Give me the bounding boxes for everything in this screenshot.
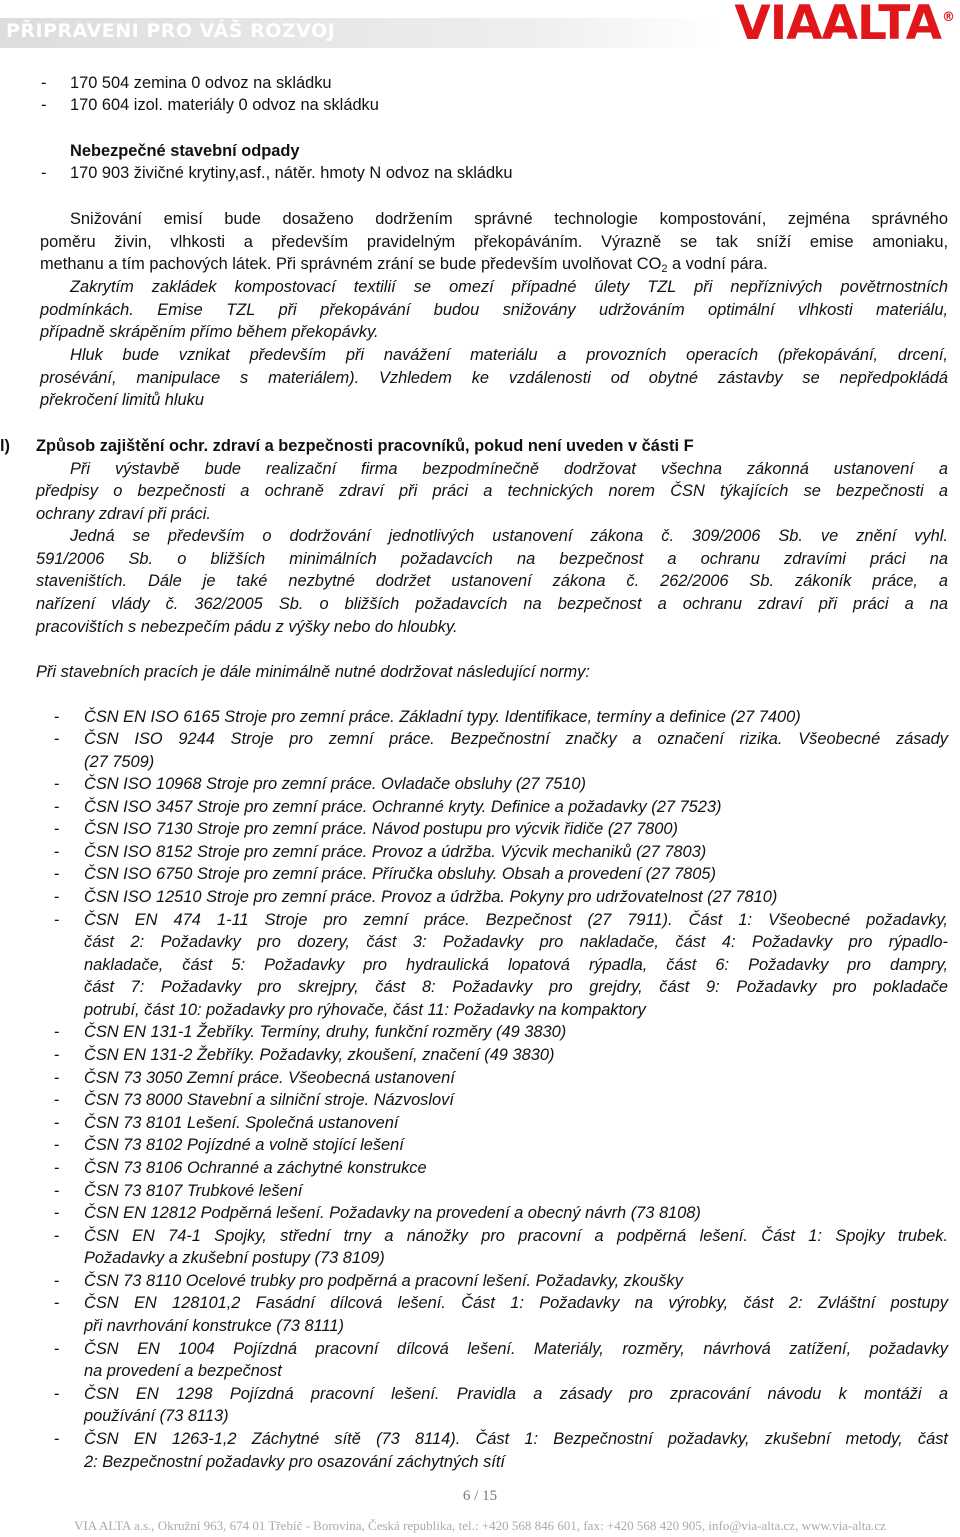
section-title: Způsob zajištění ochr. zdraví a bezpečnosti pracovníků, pokud není uveden v části F [36,437,694,455]
noise-line: Hluk bude vznikat především při navážení materiálu a provozních operacích (překopávání, drcení, [70,346,948,364]
section-line: nařízení vlády č. 362/2005 Sb. o bližších požadavcích na bezpečnost a ochranu zdraví při práci a na [36,595,948,613]
norm-item: ČSN ISO 6750 Stroje pro zemní práce. Příručka obsluhy. Obsah a provedení (27 7805) [84,865,716,883]
norm-item-cont: část 7: Požadavky pro skrejpry, část 8: Požadavky pro grejdry, část 9: Požadavky pro pokladače [84,978,948,996]
norm-item: ČSN ISO 9244 Stroje pro zemní práce. Bezpečnostní značky a označení rizika. Všeobecné zásady [84,730,948,748]
norm-item: ČSN EN 131-2 Žebříky. Požadavky, zkoušení, značení (49 3830) [84,1046,555,1064]
norm-item-cont: 2: Bezpečnostní požadavky pro osazování záchytných sítí [84,1453,505,1471]
norm-item: ČSN EN 474 1-11 Stroje pro zemní práce. Bezpečnost (27 7911). Část 1: Všeobecné požadavky, [84,911,948,929]
hazardous-waste-title: Nebezpečné stavební odpady [70,142,300,160]
section-marker: l) [0,437,11,455]
norm-item: ČSN EN 1004 Pojízdná pracovní dílcová lešení. Materiály, rozměry, návrhová zatížení, požadavky [84,1340,948,1358]
norm-item: ČSN EN 1298 Pojízdná pracovní lešení. Pravidla a zásady pro zpracování návodu k montáži a [84,1385,948,1403]
emissions-italic-line: Zakrytím zakládek kompostovací textilií se omezí případné úlety TZL při nepříznivých povětrnostních [70,278,948,296]
norm-item: ČSN EN 131-1 Žebříky. Termíny, druhy, funkční rozměry (49 3830) [84,1023,567,1041]
norm-item-cont: používání (73 8113) [84,1407,229,1425]
emissions-line: Snižování emisí bude dosaženo dodržením správné technologie kompostování, zejména správného [70,210,948,228]
norm-item-cont: nakladače, část 5: Požadavky pro hydraulická lopatová rýpadla, část 6: Požadavky pro dampry, [84,956,948,974]
page-number: 6 / 15 [462,1488,498,1504]
norm-item: ČSN 73 3050 Zemní práce. Všeobecná ustanovení [84,1069,455,1087]
waste-item: 170 504 zemina 0 odvoz na skládku [70,74,332,92]
norm-item: ČSN EN 1263-1,2 Záchytné sítě (73 8114). Část 1: Bezpečnostní požadavky, zkušební metody, část [84,1430,948,1448]
emissions-italic-line: případně skrápěním přímo během překopávky. [40,323,379,341]
norm-item-cont: na provedení a bezpečnost [84,1362,282,1380]
norm-item-cont: část 2: Požadavky pro dozery, část 3: Požadavky pro nakladače, část 4: Požadavky pro rýpadlo- [84,933,948,951]
noise-line: překročení limitů hluku [40,391,204,409]
norm-item: ČSN ISO 3457 Stroje pro zemní práce. Ochranné kryty. Definice a požadavky (27 7523) [84,798,722,816]
norm-item: ČSN EN ISO 6165 Stroje pro zemní práce. Základní typy. Identifikace, termíny a definice (27 7400) [84,708,801,726]
norm-item: ČSN ISO 8152 Stroje pro zemní práce. Provoz a údržba. Výcvik mechaniků (27 7803) [84,843,707,861]
section-line: Při výstavbě bude realizační firma bezpodmínečně dodržovat všechna zákonná ustanovení a [70,460,948,478]
noise-line: prosévání, manipulace s materiálem). Vzhledem ke vzdálenosti od obytné zástavby se nepředpokládá [40,369,948,387]
norm-item-cont: potrubí, část 10: požadavky pro rýhovače, část 11: Požadavky na kompaktory [84,1001,646,1019]
emissions-italic-line: podmínkách. Emise TZL při překopávání budou snižovány udržováním optimální vlhkosti materiálu, [40,301,948,319]
norm-item: ČSN ISO 12510 Stroje pro zemní práce. Provoz a údržba. Pokyny pro udržovatelnost (27 7810) [84,888,778,906]
norm-item: ČSN 73 8110 Ocelové trubky pro podpěrná a pracovní lešení. Požadavky, zkoušky [84,1272,683,1290]
section-line: 591/2006 Sb. o bližších minimálních požadavcích na bezpečnost a ochranu zdravími práci na [36,550,948,568]
emissions-line: poměru živin, vlhkosti a především pravidelným překopáváním. Výrazně se tak sníží emise amoniaku, [40,233,948,251]
norm-item: ČSN EN 128101,2 Fasádní dílcová lešení. Část 1: Požadavky na výrobky, část 2: Zvláštní postupy [84,1294,948,1312]
norm-item: ČSN ISO 7130 Stroje pro zemní práce. Návod postupu pro výcvik řidiče (27 7800) [84,820,678,838]
header-tagline: PŘIPRAVENI PRO VÁŠ ROZVOJ [6,20,336,42]
norm-item: ČSN 73 8000 Stavební a silniční stroje. Názvosloví [84,1091,454,1109]
norms-intro: Při stavebních pracích je dále minimálně nutné dodržovat následující normy: [36,663,590,681]
footer-address: VIA ALTA a.s., Okružní 963, 674 01 Třebíč - Borovina, Česká republika, tel.: +420 568 846 601, fax: +420 568 420 905, info@via-alta.cz, www.via-alta.cz [74,1518,886,1533]
hazardous-waste-item: 170 903 živičné krytiny,asf., nátěr. hmoty N odvoz na skládku [70,164,513,182]
norm-item-cont: Požadavky a zkušební postupy (73 8109) [84,1249,385,1267]
page-header [0,0,960,52]
norm-item: ČSN 73 8101 Lešení. Společná ustanovení [84,1114,399,1132]
section-line: předpisy o bezpečnosti a ochraně zdraví při práci a technických norem ČSN týkajících se bezpečnosti a [36,482,948,500]
waste-item: 170 604 izol. materiály 0 odvoz na skládku [70,96,379,114]
viaalta-logo: VIAALTA® [734,0,954,51]
norm-item-cont: (27 7509) [84,753,155,771]
norm-item: ČSN 73 8102 Pojízdné a volně stojící lešení [84,1136,404,1154]
norm-item: ČSN EN 74-1 Spojky, střední trny a nánožky pro pracovní a podpěrná lešení. Část 1: Spojky trubek. [84,1227,948,1245]
norm-item: ČSN 73 8107 Trubkové lešení [84,1182,303,1200]
section-line: Jedná se především o dodržování jednotlivých ustanovení zákona č. 309/2006 Sb. ve znění vyhl. [70,527,948,545]
section-line: ochrany zdraví při práci. [36,505,211,523]
section-line: pracovištích s nebezpečím pádu z výšky nebo do hloubky. [36,618,458,636]
emissions-line: methanu a tím pachových látek. Při správném zrání se bude především uvolňovat $CO_2$ a vodní pára. [40,255,768,275]
norm-item: ČSN EN 12812 Podpěrná lešení. Požadavky na provedení a obecný návrh (73 8108) [84,1204,701,1222]
norm-item-cont: při navrhování konstrukce (73 8111) [84,1317,344,1335]
norm-item: ČSN ISO 10968 Stroje pro zemní práce. Ovladače obsluhy (27 7510) [84,775,587,793]
norm-item: ČSN 73 8106 Ochranné a záchytné konstrukce [84,1159,427,1177]
section-line: staveništích. Dále je také nezbytné dodržet ustanovení zákona č. 262/2006 Sb. zákoník práce, a [36,572,948,590]
